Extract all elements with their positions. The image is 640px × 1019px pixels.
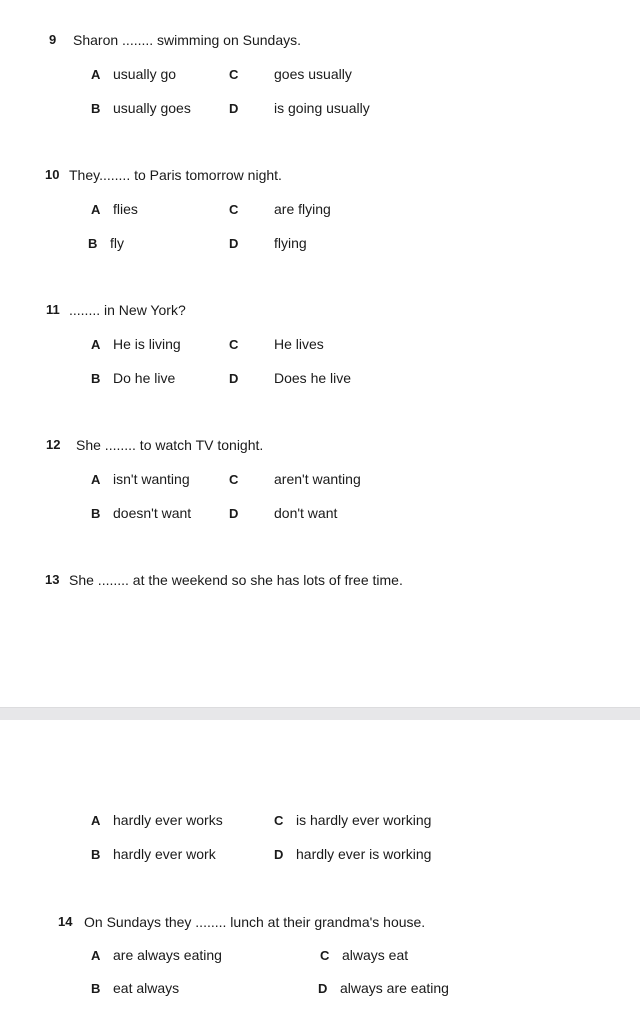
option-d[interactable]: always are eating — [340, 980, 449, 996]
option-c[interactable]: goes usually — [274, 66, 352, 82]
option-a[interactable]: He is living — [113, 336, 181, 352]
option-letter-c: C — [229, 202, 239, 217]
option-letter-b: B — [91, 981, 101, 996]
option-b[interactable]: fly — [110, 235, 124, 251]
option-c[interactable]: He lives — [274, 336, 324, 352]
option-letter-d: D — [229, 371, 239, 386]
question-text: She ........ to watch TV tonight. — [76, 437, 264, 453]
option-d[interactable]: is going usually — [274, 100, 370, 116]
question-number: 9 — [49, 32, 57, 47]
question-text: She ........ at the weekend so she has lots of free time. — [69, 572, 403, 588]
option-a[interactable]: hardly ever works — [113, 812, 223, 828]
option-d[interactable]: hardly ever is working — [296, 846, 432, 862]
option-letter-b: B — [91, 371, 101, 386]
option-a[interactable]: flies — [113, 201, 138, 217]
question-number: 14 — [58, 914, 73, 929]
option-b[interactable]: doesn't want — [113, 505, 192, 521]
option-d[interactable]: Does he live — [274, 370, 352, 386]
option-letter-d: D — [229, 101, 239, 116]
option-c[interactable]: is hardly ever working — [296, 812, 432, 828]
option-a[interactable]: are always eating — [113, 947, 222, 963]
option-b[interactable]: usually goes — [113, 100, 191, 116]
question-text: Sharon ........ swimming on Sundays. — [73, 32, 301, 48]
question-number: 12 — [46, 437, 61, 452]
option-letter-b: B — [91, 506, 101, 521]
option-b[interactable]: eat always — [113, 980, 180, 996]
question-number: 10 — [45, 167, 60, 182]
option-b[interactable]: Do he live — [113, 370, 176, 386]
option-a[interactable]: usually go — [113, 66, 177, 82]
option-d[interactable]: don't want — [274, 505, 338, 521]
question-number: 11 — [46, 302, 60, 317]
option-letter-a: A — [91, 67, 101, 82]
option-b[interactable]: hardly ever work — [113, 846, 216, 862]
option-d[interactable]: flying — [274, 235, 307, 251]
option-letter-d: D — [274, 847, 284, 862]
page-break — [0, 707, 640, 720]
question-text: ........ in New York? — [69, 302, 186, 318]
option-letter-a: A — [91, 472, 101, 487]
option-letter-d: D — [318, 981, 328, 996]
option-letter-c: C — [229, 67, 239, 82]
question-text: On Sundays they ........ lunch at their grandma's house. — [84, 914, 426, 930]
option-letter-d: D — [229, 506, 239, 521]
option-letter-a: A — [91, 948, 101, 963]
option-c[interactable]: always eat — [342, 947, 409, 963]
option-letter-d: D — [229, 236, 239, 251]
option-letter-b: B — [91, 847, 101, 862]
option-letter-c: C — [274, 813, 284, 828]
question-number: 13 — [45, 572, 60, 587]
option-letter-a: A — [91, 202, 101, 217]
option-letter-b: B — [91, 101, 101, 116]
option-c[interactable]: aren't wanting — [274, 471, 361, 487]
option-letter-a: A — [91, 337, 101, 352]
question-text: They........ to Paris tomorrow night. — [69, 167, 282, 183]
option-a[interactable]: isn't wanting — [113, 471, 190, 487]
option-letter-c: C — [229, 337, 239, 352]
option-letter-a: A — [91, 813, 101, 828]
option-letter-c: C — [229, 472, 239, 487]
option-letter-b: B — [88, 236, 98, 251]
option-letter-c: C — [320, 948, 330, 963]
option-c[interactable]: are flying — [274, 201, 331, 217]
